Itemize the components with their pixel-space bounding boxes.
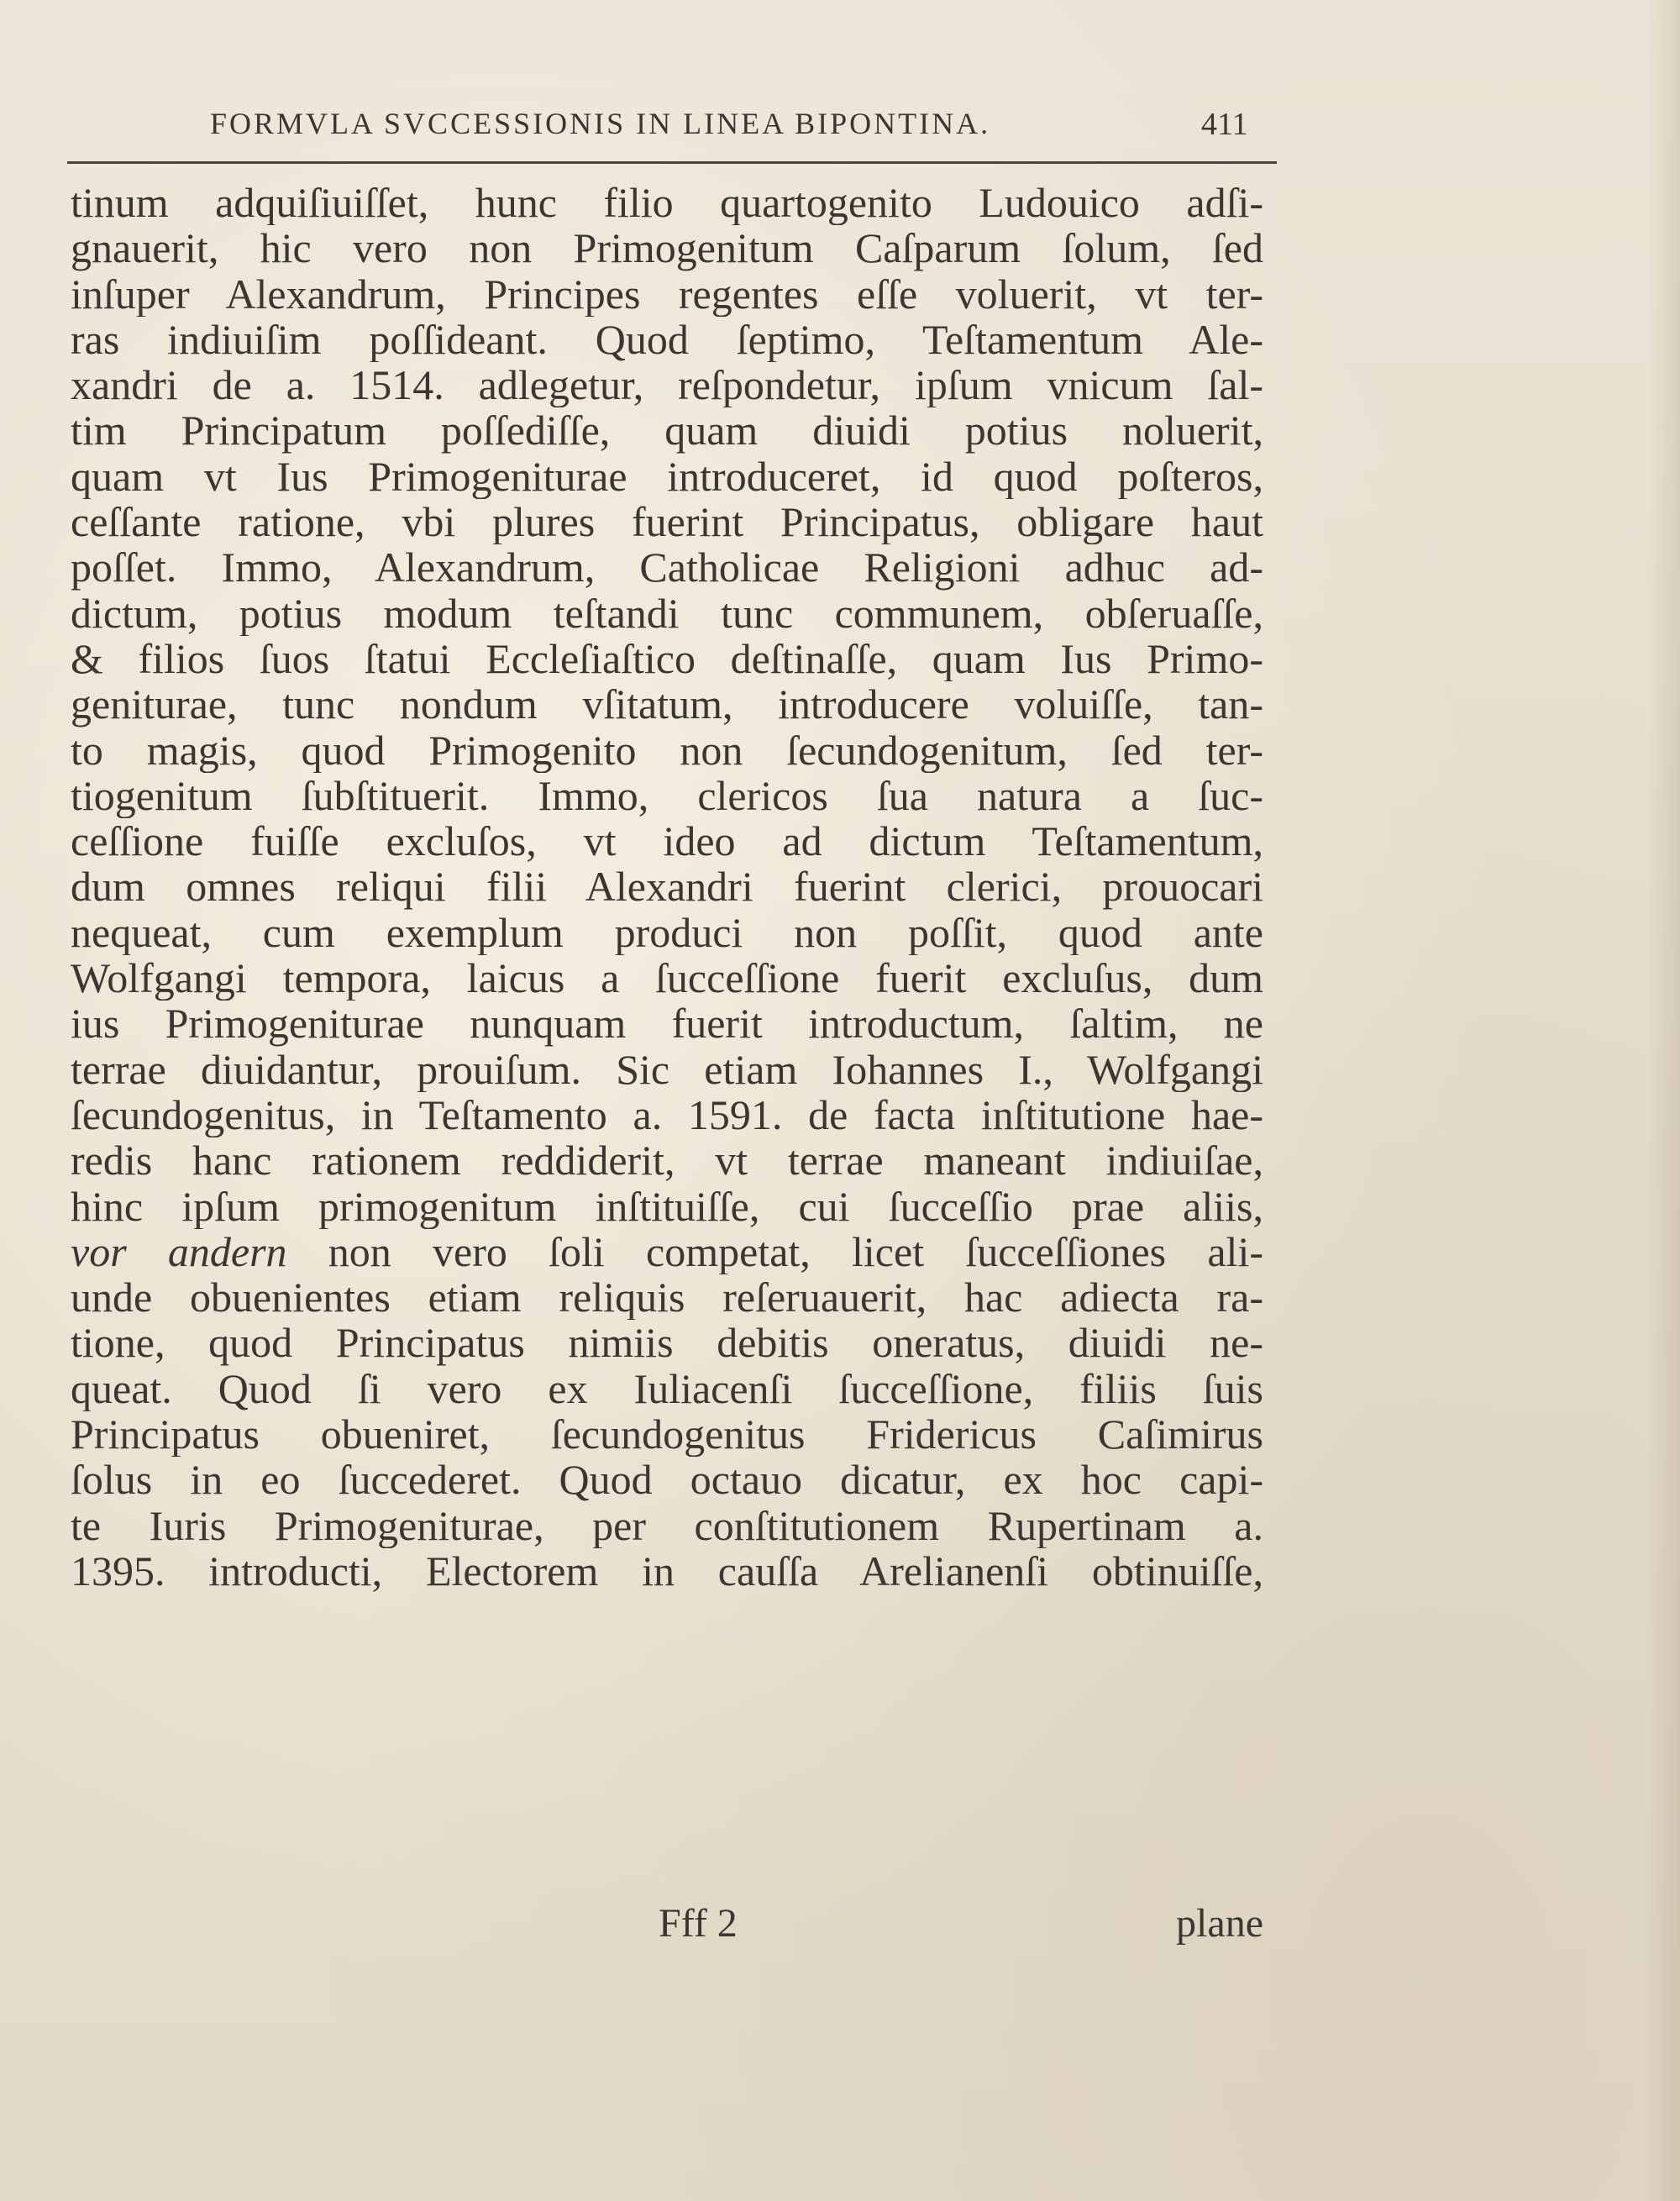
text-line: xandri de a. 1514. adlegetur, reſpondetur, ipſum vnicum ſal- <box>71 362 1263 408</box>
text-line: geniturae, tunc nondum vſitatum, introducere voluiſſe, tan- <box>71 681 1263 728</box>
text-line: redis hanc rationem reddiderit, vt terrae maneant indiuiſae, <box>71 1137 1263 1184</box>
text-line: queat. Quod ſi vero ex Iuliacenſi ſucceſſione, filiis ſuis <box>71 1365 1263 1412</box>
text-line: tinum adquiſiuiſſet, hunc filio quartogenito Ludouico adſi- <box>71 180 1263 226</box>
text-line: tim Principatum poſſediſſe, quam diuidi potius noluerit, <box>71 407 1263 454</box>
german-gloss: vor andern <box>71 1228 287 1275</box>
text-line: dictum, potius modum teſtandi tunc communem, obſeruaſſe, <box>71 590 1263 636</box>
text-line: tione, quod Principatus nimiis debitis oneratus, diuidi ne- <box>71 1320 1263 1366</box>
page-header <box>202 106 1268 148</box>
body-text <box>71 180 1263 1594</box>
text-line: dum omnes reliqui filii Alexandri fuerint clerici, prouocari <box>71 864 1263 910</box>
running-head: FORMVLA SVCCESSIONIS IN LINEA BIPONTINA. <box>210 107 991 140</box>
text-line: ceſſante ratione, vbi plures fuerint Principatus, obligare haut <box>71 499 1263 545</box>
text-line: to magis, quod Primogenito non ſecundogenitum, ſed ter- <box>71 727 1263 773</box>
text-line: hinc ipſum primogenitum inſtituiſſe, cui ſucceſſio prae aliis, <box>71 1183 1263 1229</box>
catchword: plane <box>1176 1901 1263 1946</box>
text-line: 1395. introducti, Electorem in cauſſa Arelianenſi obtinuiſſe, <box>71 1547 1263 1594</box>
text-line: ius Primogeniturae nunquam fuerit introductum, ſaltim, ne <box>71 1001 1263 1047</box>
text-line: unde obuenientes etiam reliquis reſeruauerit, hac adiecta ra- <box>71 1274 1263 1321</box>
text-line: ceſſione fuiſſe excluſos, vt ideo ad dictum Teſtamentum, <box>71 818 1263 864</box>
text-line: terrae diuidantur, prouiſum. Sic etiam Iohannes I., Wolfgangi <box>71 1046 1263 1092</box>
text-line: Wolfgangi tempora, laicus a ſucceſſione fuerit excluſus, dum <box>71 955 1263 1001</box>
text-line: quam vt Ius Primogeniturae introduceret, id quod poſteros, <box>71 453 1263 500</box>
text-line: poſſet. Immo, Alexandrum, Catholicae Religioni adhuc ad- <box>71 544 1263 591</box>
text-line: te Iuris Primogeniturae, per conſtitutionem Rupertinam a. <box>71 1502 1263 1548</box>
signature-mark: Fff 2 <box>659 1901 738 1946</box>
page-edge-shade <box>1646 0 1680 2201</box>
text-line: & filios ſuos ſtatui Eccleſiaſtico deſtinaſſe, quam Ius Primo- <box>71 635 1263 682</box>
text-line: ſolus in eo ſuccederet. Quod octauo dicatur, ex hoc capi- <box>71 1457 1263 1503</box>
header-rule <box>67 161 1277 164</box>
page-number: 411 <box>1201 107 1248 142</box>
text-line: nequeat, cum exemplum produci non poſſit, quod ante <box>71 909 1263 956</box>
page-footer <box>71 1900 1263 1951</box>
text-line: gnauerit, hic vero non Primogenitum Caſparum ſolum, ſed <box>71 225 1263 271</box>
text-line: tiogenitum ſubſtituerit. Immo, clericos ſua natura a ſuc- <box>71 772 1263 819</box>
text-line: vor andern non vero ſoli competat, licet ſucceſſiones ali- <box>71 1228 1263 1275</box>
text-line: ras indiuiſim poſſideant. Quod ſeptimo, Teſtamentum Ale- <box>71 316 1263 363</box>
text-line: Principatus obueniret, ſecundogenitus Fridericus Caſimirus <box>71 1411 1263 1458</box>
text-line: ſecundogenitus, in Teſtamento a. 1591. de facta inſtitutione hae- <box>71 1091 1263 1138</box>
text-line: inſuper Alexandrum, Principes regentes eſſe voluerit, vt ter- <box>71 271 1263 317</box>
